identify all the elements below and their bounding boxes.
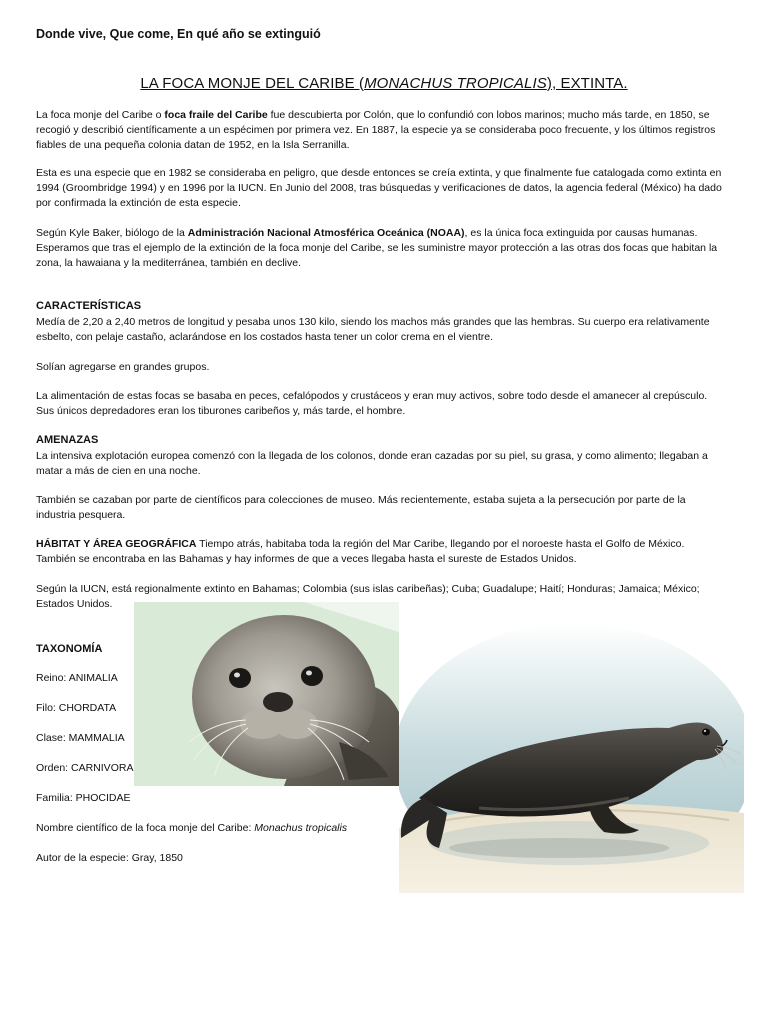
amenazas-paragraph-2: También se cazaban por parte de científicos para colecciones de museo. Más recientemente, estaba sujeta a la persecución por parte de la industria pesquera. [36,494,686,521]
taxonomia-reino: Reino: ANIMALIA [36,672,118,684]
taxonomia-filo: Filo: CHORDATA [36,702,117,714]
caracteristicas-paragraph-2: Solían agregarse en grandes grupos. [36,361,210,373]
title-prefix: LA FOCA MONJE DEL CARIBE ( [140,75,365,92]
intro-bold-name: foca fraile del Caribe [164,109,268,121]
noaa-bold: Administración Nacional Atmosférica Oceánica (NOAA) [187,227,465,239]
taxonomia-nombre-cientifico: Nombre científico de la foca monje del Caribe: Monachus tropicalis [36,822,348,834]
title-scientific-name: MONACHUS TROPICALIS [364,75,547,92]
intro-paragraph-2: Esta es una especie que en 1982 se consideraba en peligro, que desde entonces se creía extinta, y que finalmente fue catalogada como extinta en 1994 (Groombridge 1994) y en 1996 por la IUCN. En Junio del 2008, tras búsquedas y verificaciones de datos, la agencia federal (México) ha dado por confirmada la extinción de esta especie. [36,167,722,209]
seal-face-illustration [134,602,399,786]
document-subtitle: Donde vive, Que come, En qué año se extinguió [36,27,321,41]
taxonomia-orden: Orden: CARNIVORA [36,762,134,774]
taxonomia-clase: Clase: MAMMALIA [36,732,125,744]
page-title [0,75,768,92]
amenazas-paragraph-1: La intensiva explotación europea comenzó con la llegada de los colonos, donde eran cazadas por su piel, su grasa, y como alimento; llegaban a matar a más de cien en una noche. [36,450,708,477]
seal-body-illustration [399,608,744,893]
seal-face-photo [134,602,399,786]
habitat-heading: HÁBITAT Y ÁREA GEOGRÁFICA [36,538,197,550]
intro-paragraph-3: Según Kyle Baker, biólogo de la Administración Nacional Atmosférica Oceánica (NOAA), es la única foca extinguida por causas humanas. Esperamos que tras el ejemplo de la extinción de la foca monje del Caribe, se les suministre mayor protección a las otras dos focas que habitan la zona, la hawaiana y la mediterránea, también en declive. [36,227,718,269]
nombre-cientifico-value: Monachus tropicalis [254,822,348,834]
taxonomia-heading: TAXONOMÍA [36,643,103,655]
title-suffix: ), EXTINTA. [546,75,628,92]
taxonomia-familia: Familia: PHOCIDAE [36,792,131,804]
caracteristicas-heading: CARACTERÍSTICAS [36,300,142,312]
amenazas-heading: AMENAZAS [36,434,99,446]
habitat-paragraph-1: HÁBITAT Y ÁREA GEOGRÁFICA Tiempo atrás, habitaba toda la región del Mar Caribe, llegando por el noroeste hasta el Golfo de México. También se encontraba en las Bahamas y hay informes de que a veces llegaba hasta el sureste de Estados Unidos. [36,538,685,565]
caracteristicas-paragraph-1: Medía de 2,20 a 2,40 metros de longitud y pesaba unos 130 kilo, siendo los machos más grandes que las hembras. Su cuerpo era relativamente esbelto, con pelaje castaño, aclarándose en los costados hasta tener un color crema en el vientre. [36,316,710,343]
seal-illustration-photo [399,608,744,893]
intro-paragraph-1: La foca monje del Caribe o foca fraile del Caribe fue descubierta por Colón, que lo confundió con lobos marinos; mucho más tarde, en 1850, se recogió y describió científicamente a un espécimen por primera vez. En 1887, la especie ya se consideraba poco frecuente, y los últimos registros fiables de una pequeña colonia datan de 1952, en la Isla Serranilla. [36,109,716,151]
habitat-paragraph-2: Según la IUCN, está regionalmente extinto en Bahamas; Colombia (sus islas caribeñas); Cuba; Guadalupe; Haití; Honduras; Jamaica; México; Estados Unidos. [36,583,700,610]
caracteristicas-paragraph-3: La alimentación de estas focas se basaba en peces, cefalópodos y crustáceos y eran muy activos, sobre todo desde el amanecer al crepúsculo. Sus únicos depredadores eran los tiburones caribeños y, más tarde, el hombre. [36,390,708,417]
taxonomia-autor: Autor de la especie: Gray, 1850 [36,852,183,864]
